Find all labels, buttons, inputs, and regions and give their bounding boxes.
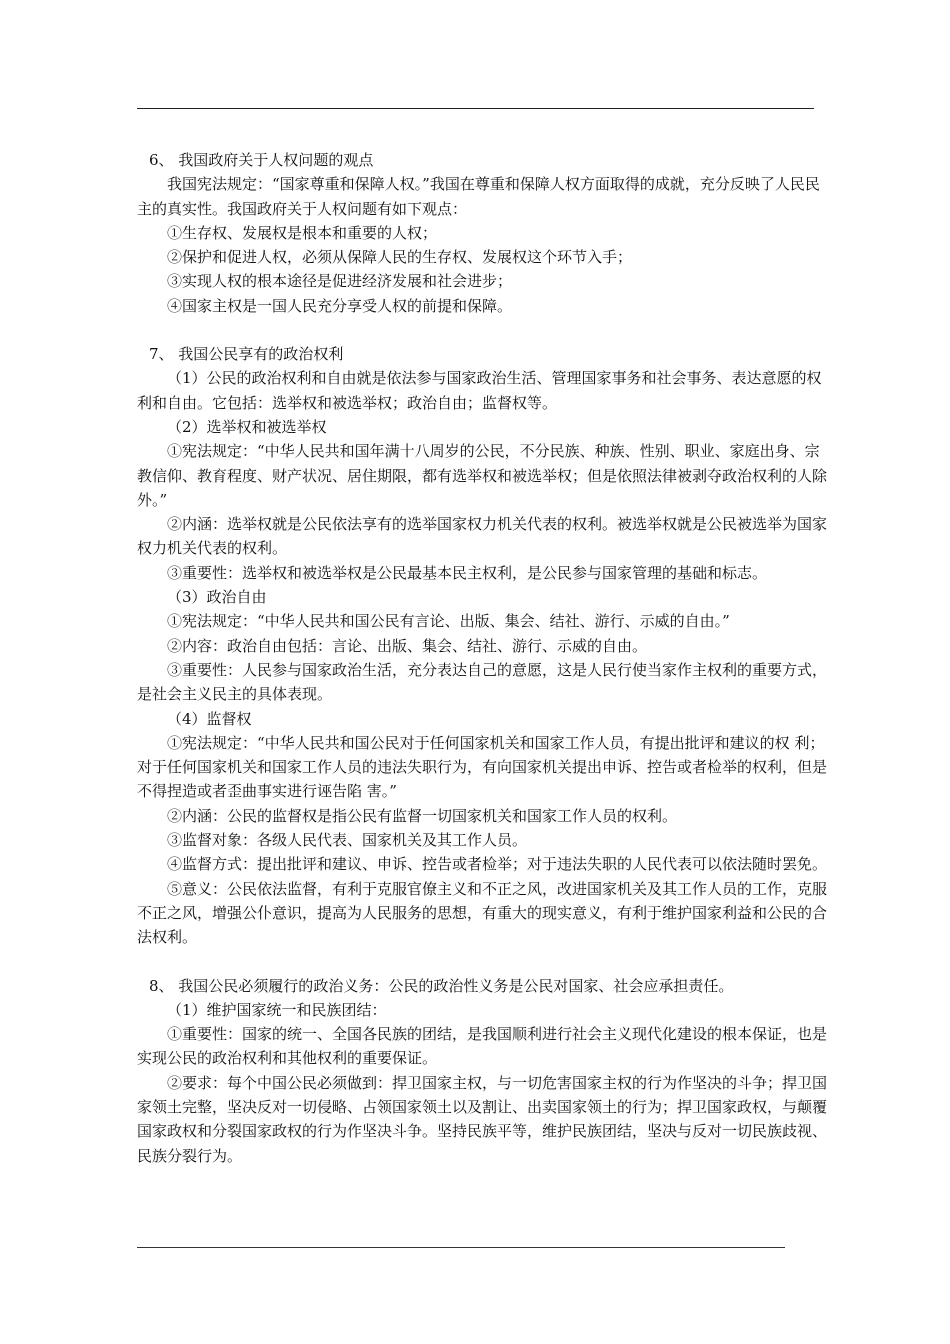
section-heading-8: 8、 我国公民必须履行的政治义务：公民的政治性义务是公民对国家、社会应承担责任。 [149, 976, 734, 995]
subheading: （3）政治自由 [167, 588, 267, 607]
header-rule [137, 108, 814, 109]
list-item: ④国家主权是一国人民充分享受人权的前提和保障。 [167, 296, 513, 315]
section-heading-6: 6、 我国政府关于人权问题的观点 [149, 151, 374, 169]
subheading: （1）维护国家统一和民族团结： [167, 1000, 387, 1019]
list-item: ③重要性：选举权和被选举权是公民最基本民主权利，是公民参与国家管理的基础和标志。 [167, 563, 768, 582]
list-item: ①重要性：国家的统一、全国各民族的团结，是我国顺利进行社会主义现代化建设的根本保证，也是实现公民的政治权利和其他权利的重要保证。 [137, 1025, 828, 1068]
list-item: ②保护和促进人权，必须从保障人民的生存权、发展权这个环节入手； [167, 248, 633, 267]
list-item: ③实现人权的根本途径是促进经济发展和社会进步； [167, 272, 513, 291]
list-item: ①宪法规定：“中华人民共和国年满十八周岁的公民，不分民族、种族、性别、职业、家庭出身、宗教信仰、教育程度、财产状况、居住期限，都有选举权和被选举权；但是依照法律被剥夺政治权利的人除外。” [137, 442, 828, 509]
list-item: ②内容：政治自由包括：言论、出版、集会、结社、游行、示威的自由。 [167, 636, 648, 655]
list-item: ③监督对象：各级人民代表、国家机关及其工作人员。 [167, 831, 528, 850]
paragraph: 我国宪法规定：“国家尊重和保障人权。”我国在尊重和保障人权方面取得的成就，充分反映了人民民主的真实性。我国政府关于人权问题有如下观点： [137, 175, 820, 218]
list-item: ④监督方式：提出批评和建议、申诉、控告或者检举；对于违法失职的人民代表可以依法随时罢免。 [167, 855, 828, 874]
list-item: ②内涵：选举权就是公民依法享有的选举国家权力机关代表的权利。被选举权就是公民被选举为国家权力机关代表的权利。 [137, 515, 828, 558]
section-heading-7: 7、 我国公民享有的政治权利 [149, 345, 344, 364]
footer-rule [137, 1247, 785, 1248]
list-item: ②要求：每个中国公民必须做到：捍卫国家主权，与一切危害国家主权的行为作坚决的斗争；捍卫国家领土完整，坚决反对一切侵略、占领国家领土以及割让、出卖国家领土的行为；捍卫国家政权，与颠覆国家政权和分裂国家政权的行为作坚决斗争。坚持民族平等，维护民族团结，坚决与反对一切民族歧视、民族分裂行为。 [137, 1073, 828, 1165]
list-item: ⑤意义：公民依法监督，有利于克服官僚主义和不正之风，改进国家机关及其工作人员的工作，克服不正之风，增强公仆意识，提高为人民服务的思想，有重大的现实意义，有利于维护国家利益和公民的合法权利。 [137, 879, 828, 947]
subheading: （2）选举权和被选举权 [167, 417, 327, 436]
document-body [137, 148, 827, 1168]
list-item: ③重要性：人民参与国家政治生活，充分表达自己的意愿，这是人民行使当家作主权利的重要方式，是社会主义民主的具体表现。 [137, 660, 828, 704]
list-item: ②内涵：公民的监督权是指公民有监督一切国家机关和国家工作人员的权利。 [167, 806, 678, 825]
list-item: ①宪法规定：“中华人民共和国公民有言论、出版、集会、结社、游行、示威的自由。” [167, 612, 730, 631]
list-item: ①宪法规定：“中华人民共和国公民对于任何国家机关和国家工作人员，有提出批评和建议的权 利；对于任何国家机关和国家工作人员的违法失职行为，有向国家机关提出申诉、控告或者检举的权利，但是不得捏造或者歪曲事实进行诬告陷 害。” [137, 733, 828, 801]
list-item: ①生存权、发展权是根本和重要的人权； [167, 223, 438, 242]
subheading: （4）监督权 [167, 709, 252, 728]
paragraph: （1）公民的政治权利和自由就是依法参与国家政治生活、管理国家事务和社会事务、表达意愿的权利和自由。它包括：选举权和被选举权；政治自由；监督权等。 [137, 369, 822, 412]
